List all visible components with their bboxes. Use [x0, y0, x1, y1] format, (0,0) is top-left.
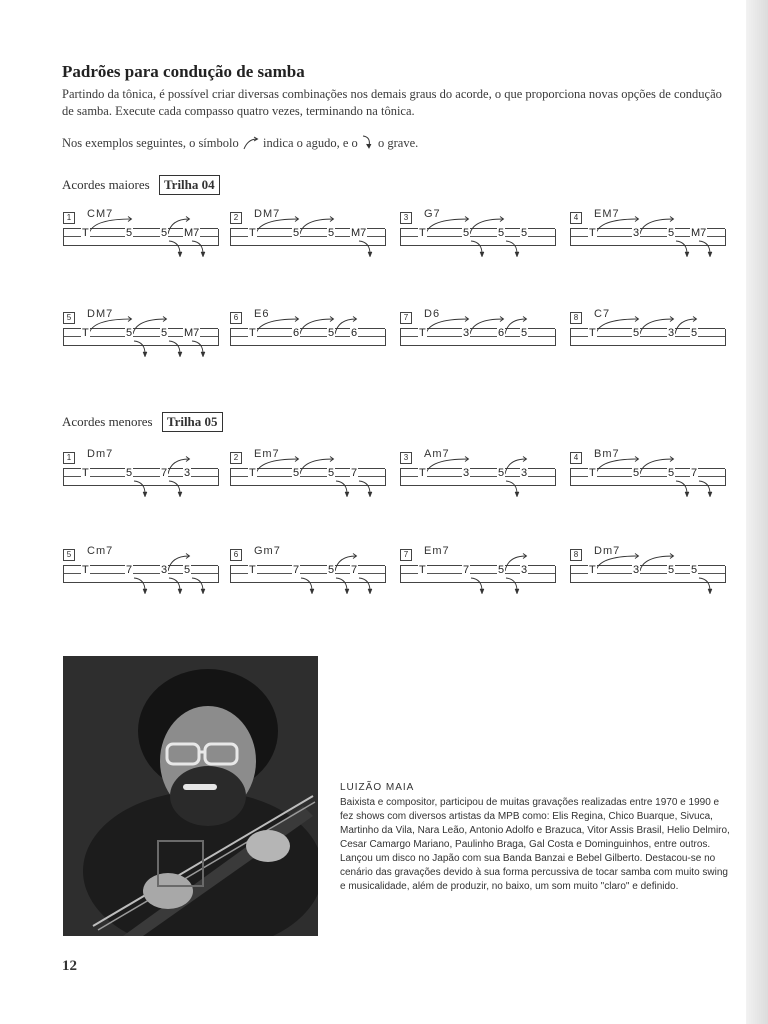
tab-note: 5	[293, 227, 300, 239]
chord-name: EM7	[594, 208, 620, 220]
tab-note: T	[419, 564, 426, 576]
arrow-down-icon	[192, 341, 205, 357]
musician-photo	[63, 656, 318, 936]
tab-note: T	[419, 467, 426, 479]
tab-note: 5	[126, 227, 133, 239]
arrow-down-icon	[361, 134, 375, 150]
tab-bar	[63, 545, 223, 601]
track-label: Trilha 05	[162, 412, 223, 432]
arrow-down-icon	[192, 241, 205, 257]
chord-name: DM7	[87, 308, 114, 320]
chord-name: Em7	[424, 545, 450, 557]
tab-note: 5	[328, 467, 335, 479]
chord-name: Cm7	[87, 545, 114, 557]
bar-number: 2	[230, 212, 242, 224]
bar-number: 6	[230, 549, 242, 561]
intro-paragraph: Partindo da tônica, é possível criar diversas combinações nos demais graus do acorde, o que proporciona novas opções de condução de samba. Execute cada compasso quatro vezes, terminando na tônica.	[62, 87, 722, 118]
tab-note: 3	[521, 564, 528, 576]
chord-name: Am7	[424, 448, 450, 460]
tab-note: 3	[463, 467, 470, 479]
arrow-down-icon	[506, 578, 519, 594]
page-number: 12	[62, 958, 77, 974]
tab-bar	[230, 308, 390, 364]
chord-name: Em7	[254, 448, 280, 460]
tab-note: 5	[498, 564, 505, 576]
bar-number: 5	[63, 312, 75, 324]
tab-bar	[400, 208, 560, 264]
tab-note: 3	[463, 327, 470, 339]
arrow-down-icon	[699, 578, 712, 594]
tab-note: 7	[161, 467, 168, 479]
tab-bar	[400, 545, 560, 601]
tab-note: 5	[691, 327, 698, 339]
tab-note: 7	[293, 564, 300, 576]
tab-note: T	[589, 327, 596, 339]
symbol-text-1: Nos exemplos seguintes, o símbolo	[62, 136, 239, 150]
tab-note: 7	[463, 564, 470, 576]
bassist-photo-illustration	[63, 656, 318, 936]
section-major-chords	[62, 175, 220, 195]
tab-note: 5	[668, 227, 675, 239]
tab-note: T	[82, 467, 89, 479]
tab-note: 3	[668, 327, 675, 339]
tab-note: 5	[126, 327, 133, 339]
bio-name: LUIZÃO MAIA	[340, 782, 415, 793]
bar-number: 7	[400, 549, 412, 561]
tab-bar	[400, 448, 560, 504]
tab-note: 5	[668, 467, 675, 479]
arrow-down-icon	[134, 578, 147, 594]
track-label: Trilha 04	[159, 175, 220, 195]
tab-note: T	[249, 467, 256, 479]
arrow-down-icon	[699, 481, 712, 497]
arrow-down-icon	[169, 578, 182, 594]
arrow-down-icon	[359, 241, 372, 257]
tab-note: 6	[498, 327, 505, 339]
chord-name: Dm7	[87, 448, 114, 460]
tab-note: T	[82, 327, 89, 339]
chord-name: G7	[424, 208, 441, 220]
tab-note: T	[589, 467, 596, 479]
tab-note: 3	[521, 467, 528, 479]
symbol-explanation	[62, 134, 418, 152]
tab-note: 5	[126, 467, 133, 479]
tab-note: 5	[633, 327, 640, 339]
chord-name: Gm7	[254, 545, 281, 557]
chord-name: E6	[254, 308, 270, 320]
bar-number: 5	[63, 549, 75, 561]
tab-note: 7	[691, 467, 698, 479]
tab-note: M7	[184, 227, 200, 239]
tab-bar	[570, 208, 730, 264]
arrow-down-icon	[169, 241, 182, 257]
tab-note: 5	[328, 564, 335, 576]
tab-bar	[63, 448, 223, 504]
section-label: Acordes maiores	[62, 177, 150, 192]
tab-note: 3	[184, 467, 191, 479]
chord-name: DM7	[254, 208, 281, 220]
tab-bar	[570, 308, 730, 364]
tab-note: T	[82, 564, 89, 576]
arrow-down-icon	[134, 341, 147, 357]
tab-note: M7	[351, 227, 367, 239]
bar-number: 4	[570, 212, 582, 224]
tab-note: T	[82, 227, 89, 239]
tab-note: T	[249, 564, 256, 576]
tab-bar	[230, 208, 390, 264]
bar-number: 6	[230, 312, 242, 324]
arrow-down-icon	[506, 241, 519, 257]
tab-note: 6	[293, 327, 300, 339]
arrow-down-icon	[676, 481, 689, 497]
tab-bar	[63, 308, 223, 364]
tab-note: 5	[498, 467, 505, 479]
tab-note: 3	[161, 564, 168, 576]
tab-note: T	[249, 227, 256, 239]
bar-number: 1	[63, 212, 75, 224]
tab-bar	[570, 545, 730, 601]
tab-note: M7	[691, 227, 707, 239]
bar-number: 3	[400, 212, 412, 224]
chord-name: C7	[594, 308, 611, 320]
tab-note: 6	[351, 327, 358, 339]
tab-note: T	[419, 227, 426, 239]
tab-note: 5	[328, 327, 335, 339]
arrow-down-icon	[192, 578, 205, 594]
tab-note: 5	[161, 327, 168, 339]
bar-number: 1	[63, 452, 75, 464]
tab-note: 7	[126, 564, 133, 576]
arrow-down-icon	[336, 481, 349, 497]
arrow-down-icon	[301, 578, 314, 594]
tab-note: 7	[351, 467, 358, 479]
arrow-down-icon	[336, 578, 349, 594]
arrow-down-icon	[471, 241, 484, 257]
arrow-up-icon	[242, 136, 260, 150]
tab-note: 3	[633, 227, 640, 239]
arrow-down-icon	[471, 578, 484, 594]
arrow-down-icon	[359, 481, 372, 497]
tab-bar	[570, 448, 730, 504]
tab-note: 7	[351, 564, 358, 576]
tab-note: 5	[521, 227, 528, 239]
arrow-down-icon	[169, 341, 182, 357]
tab-note: 5	[161, 227, 168, 239]
tab-bar	[230, 545, 390, 601]
section-label: Acordes menores	[62, 414, 153, 429]
arrow-down-icon	[359, 578, 372, 594]
bar-number: 3	[400, 452, 412, 464]
tab-note: 5	[691, 564, 698, 576]
tab-note: T	[419, 327, 426, 339]
tab-note: T	[249, 327, 256, 339]
symbol-text-3: o grave.	[378, 136, 419, 150]
tab-note: M7	[184, 327, 200, 339]
bio-text: Baixista e compositor, participou de muitas gravações realizadas entre 1970 e 1990 e fez shows com diversos artistas da MPB como: Elis Regina, Chico Buarque, Sivuca, Martinho da Vila, Nara Leão, Antonio Adolfo e Brazuca, Vitor Assis Brasil, Helio Delmiro, Cesar Camargo Mariano, Paulinho Braga, Gal Costa e Dominguinhos, entre outros. Lançou um disco no Japão com sua Banda Banzai e Bebel Gilberto. Destacou-se no cenário das gravações devido à sua forma percussiva de tocar samba com muito swing e musicalidade, além de produzir, no baixo, um som muito "claro" e definido.	[340, 797, 730, 892]
tab-note: 3	[633, 564, 640, 576]
arrow-down-icon	[676, 241, 689, 257]
tab-note: T	[589, 227, 596, 239]
chord-name: D6	[424, 308, 441, 320]
symbol-text-2: indica o agudo, e o	[262, 136, 358, 150]
arrow-down-icon	[169, 481, 182, 497]
page-title: Padrões para condução de samba	[62, 62, 305, 81]
tab-note: 5	[521, 327, 528, 339]
section-minor-chords	[62, 412, 223, 432]
tab-note: 5	[328, 227, 335, 239]
tab-note: 5	[668, 564, 675, 576]
chord-name: CM7	[87, 208, 114, 220]
chord-name: Dm7	[594, 545, 621, 557]
arrow-down-icon	[699, 241, 712, 257]
tab-bar	[400, 308, 560, 364]
tab-bar	[63, 208, 223, 264]
tab-note: 5	[498, 227, 505, 239]
bar-number: 2	[230, 452, 242, 464]
chord-name: Bm7	[594, 448, 620, 460]
bar-number: 8	[570, 549, 582, 561]
tab-note: 5	[184, 564, 191, 576]
bar-number: 8	[570, 312, 582, 324]
tab-bar	[230, 448, 390, 504]
bar-number: 7	[400, 312, 412, 324]
arrow-down-icon	[134, 481, 147, 497]
page-edge-shadow	[746, 0, 768, 1024]
bar-number: 4	[570, 452, 582, 464]
tab-note: 5	[463, 227, 470, 239]
tab-note: T	[589, 564, 596, 576]
tab-note: 5	[633, 467, 640, 479]
arrow-down-icon	[506, 481, 519, 497]
tab-note: 5	[293, 467, 300, 479]
